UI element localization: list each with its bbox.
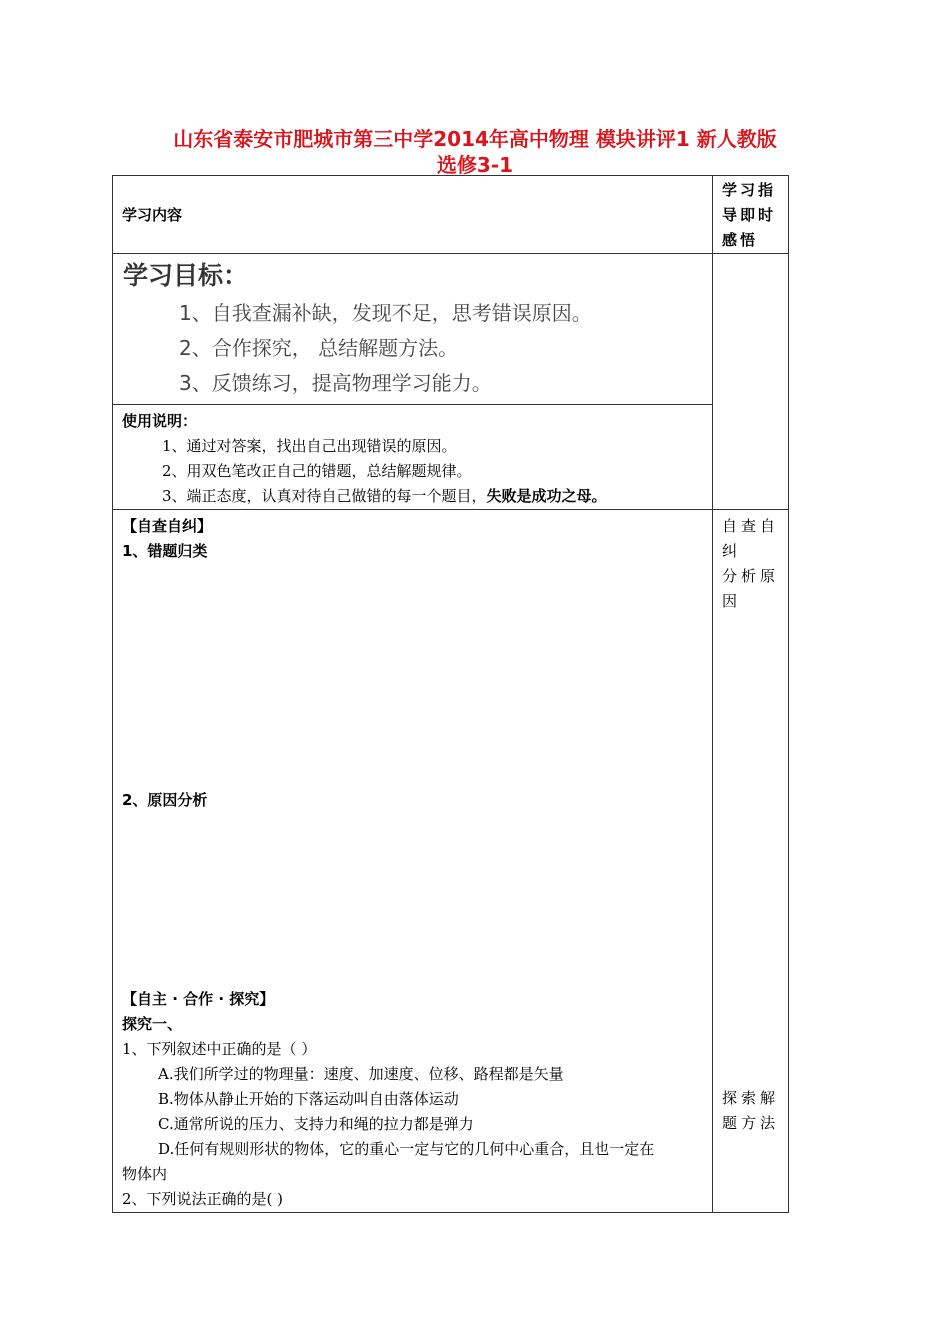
- question-1: 1、下列叙述中正确的是（ ）: [122, 1040, 317, 1058]
- cause-analysis-heading: 2、原因分析: [122, 791, 208, 809]
- question-2: 2、下列说法正确的是( ): [122, 1190, 284, 1208]
- side-note-line: 自查自: [722, 517, 780, 535]
- question-1-option: D.任何有规则形状的物体，它的重心一定与它的几何中心重合，且也一定在: [158, 1140, 655, 1158]
- side-empty-cell: [713, 254, 789, 510]
- error-classification-heading: 1、错题归类: [122, 542, 208, 560]
- question-1-option: C.通常所说的压力、支持力和绳的拉力都是弹力: [158, 1115, 474, 1133]
- side-note-line: 纠: [722, 542, 742, 560]
- learning-goals-heading: 学习目标：: [123, 261, 249, 290]
- side-note-line: 因: [722, 592, 742, 610]
- blank-space: [722, 614, 779, 1086]
- usage-emphasis: 失败是成功之母。: [486, 487, 607, 505]
- goal-item: 1、自我查漏补缺，发现不足，思考错误原因。: [179, 301, 592, 325]
- document-title-line1: 山东省泰安市肥城市第三中学2014年高中物理 模块讲评1 新人教版: [173, 127, 777, 151]
- main-content-cell: [113, 510, 713, 1213]
- header-guidance-line: 感悟: [722, 231, 759, 249]
- usage-item: 1、通过对答案，找出自己出现错误的原因。: [162, 437, 457, 455]
- self-check-heading: 【自查自纠】: [122, 517, 213, 535]
- header-study-content: 学习内容: [113, 176, 713, 254]
- header-guidance: [713, 176, 789, 254]
- usage-item: 2、用双色笔改正自己的错题，总结解题规律。: [162, 462, 472, 480]
- learning-goals-cell: [113, 254, 713, 405]
- header-guidance-line: 学习指: [722, 181, 777, 199]
- question-1-option: A.我们所学过的物理量：速度、加速度、位移、路程都是矢量: [158, 1065, 564, 1083]
- document-title-line2: 选修3-1: [436, 153, 514, 177]
- side-note-line: 探索解: [722, 1089, 780, 1107]
- blank-space: [122, 564, 703, 788]
- side-note-line: 分析原: [722, 567, 780, 585]
- blank-space: [122, 813, 703, 987]
- question-1-option: B.物体从静止开始的下落运动叫自由落体运动: [158, 1090, 459, 1108]
- side-notes-cell: [713, 510, 789, 1213]
- goal-item: 2、合作探究， 总结解题方法。: [179, 336, 459, 360]
- explore-part-heading: 探究一、: [122, 1015, 183, 1033]
- explore-heading: 【自主 · 合作 · 探究】: [122, 990, 275, 1008]
- side-note-line: 题方法: [722, 1114, 780, 1132]
- usage-instructions-cell: [113, 405, 713, 510]
- usage-item-text: 3、端正态度，认真对待自己做错的每一个题目，: [162, 487, 487, 505]
- study-table: [112, 175, 789, 1213]
- usage-item-3: [122, 484, 703, 509]
- question-1-option-continued: 物体内: [122, 1165, 168, 1183]
- goal-item: 3、反馈练习，提高物理学习能力。: [179, 371, 492, 395]
- header-guidance-line: 导即时: [722, 206, 777, 224]
- usage-heading: 使用说明：: [122, 412, 198, 430]
